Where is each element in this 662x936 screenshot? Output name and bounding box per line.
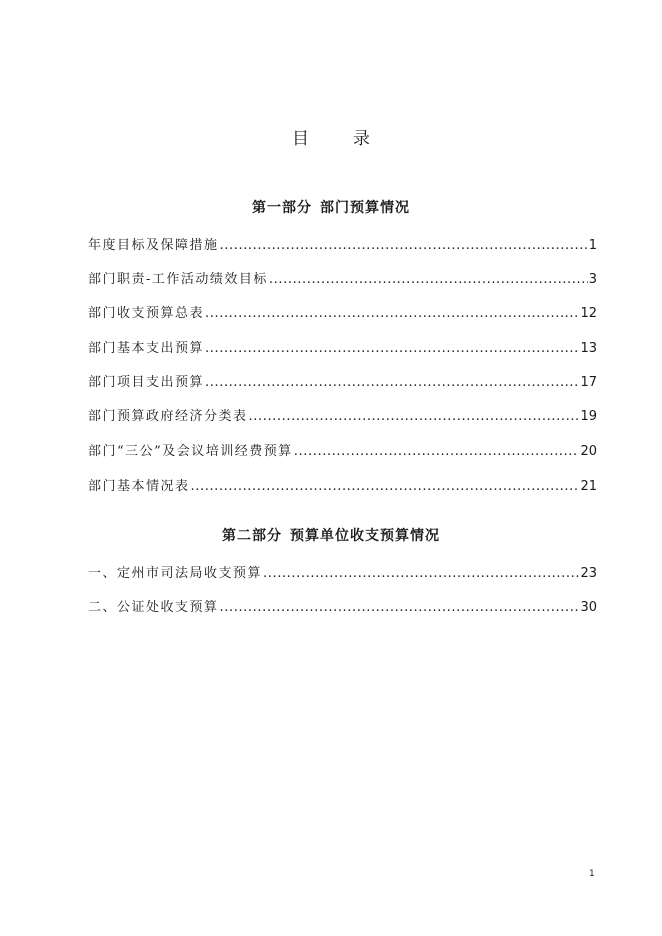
section-2-name: 预算单位收支预算情况 bbox=[290, 528, 440, 544]
toc-leader-dots bbox=[205, 375, 579, 390]
toc-leader-dots bbox=[191, 479, 580, 494]
section-heading-1 bbox=[0, 197, 662, 217]
toc-entry[interactable] bbox=[88, 440, 597, 460]
toc-leader-dots bbox=[294, 444, 580, 459]
footer-page-number: 1 bbox=[589, 869, 595, 879]
toc-entry[interactable] bbox=[88, 337, 597, 357]
toc-leader-dots bbox=[249, 409, 580, 424]
toc-leader-dots bbox=[269, 272, 588, 287]
toc-leader-dots bbox=[205, 306, 579, 321]
section-heading-2 bbox=[0, 525, 662, 545]
toc-entry[interactable] bbox=[88, 234, 597, 254]
page-title: 目录 bbox=[292, 129, 414, 149]
toc-entry-page: 17 bbox=[580, 375, 597, 390]
toc-entry[interactable] bbox=[88, 596, 597, 616]
toc-entry-page: 13 bbox=[580, 341, 597, 356]
toc-entry[interactable] bbox=[88, 405, 597, 425]
toc-leader-dots bbox=[220, 600, 580, 615]
toc-entry-page: 19 bbox=[580, 409, 597, 424]
toc-leader-dots bbox=[205, 341, 579, 356]
toc-entry-label: 部门基本支出预算 bbox=[88, 341, 205, 356]
toc-entry[interactable] bbox=[88, 562, 597, 582]
toc-entry-label: 部门职责-工作活动绩效目标 bbox=[88, 272, 268, 287]
toc-entry-page: 3 bbox=[588, 272, 597, 287]
toc-entry-label: 部门预算政府经济分类表 bbox=[88, 409, 248, 424]
toc-entry-label: 部门项目支出预算 bbox=[88, 375, 205, 390]
toc-leader-dots bbox=[263, 566, 579, 581]
section-1-name: 部门预算情况 bbox=[320, 200, 410, 216]
toc-entry-label: 部门收支预算总表 bbox=[88, 306, 205, 321]
toc-leader-dots bbox=[220, 238, 588, 253]
toc-entry-label: 一、定州市司法局收支预算 bbox=[88, 566, 263, 581]
toc-entry[interactable] bbox=[88, 475, 597, 495]
toc-entry-page: 23 bbox=[580, 566, 597, 581]
toc-entry-page: 1 bbox=[588, 238, 597, 253]
toc-entry-label: 部门基本情况表 bbox=[88, 479, 190, 494]
toc-entry[interactable] bbox=[88, 371, 597, 391]
toc-entry-label: 二、公证处收支预算 bbox=[88, 600, 219, 615]
section-1-part: 第一部分 bbox=[252, 200, 312, 216]
toc-entry[interactable] bbox=[88, 302, 597, 322]
toc-entry-page: 20 bbox=[580, 444, 597, 459]
section-2-part: 第二部分 bbox=[222, 528, 282, 544]
toc-entry-label: 年度目标及保障措施 bbox=[88, 238, 219, 253]
toc-entry[interactable] bbox=[88, 268, 597, 288]
toc-entry-label: 部门“三公”及会议培训经费预算 bbox=[88, 444, 293, 459]
toc-entry-page: 30 bbox=[580, 600, 597, 615]
toc-entry-page: 21 bbox=[580, 479, 597, 494]
toc-entry-page: 12 bbox=[580, 306, 597, 321]
